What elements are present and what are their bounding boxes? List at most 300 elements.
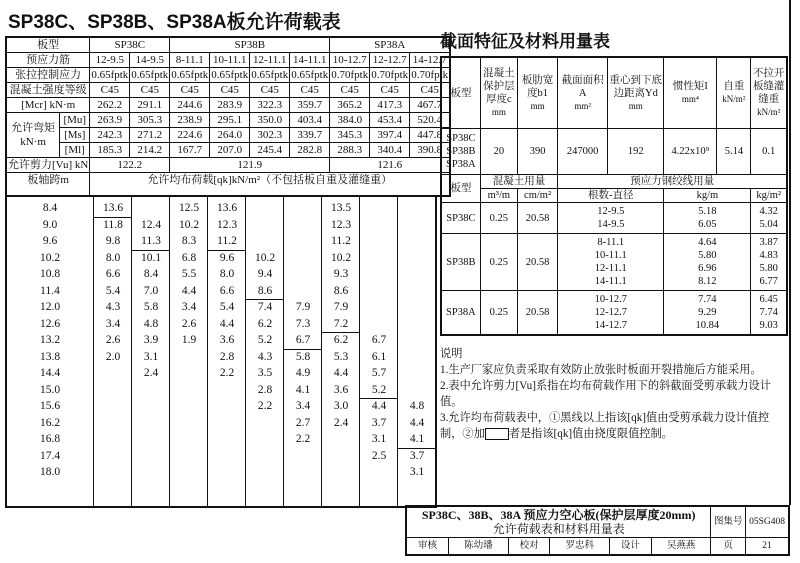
- mat-kgm-value: 7.74: [698, 294, 717, 305]
- load-value: 2.8: [257, 383, 273, 396]
- section-header: [664, 57, 717, 129]
- tendon-value: 14-12.7: [410, 53, 450, 68]
- load-value: 3.1: [409, 466, 425, 478]
- span-value: 10.8: [39, 268, 61, 280]
- load-value: 4.4: [371, 400, 387, 412]
- material-row: [441, 234, 787, 291]
- note-3b: 者是指该[qk]值由挠度限值控制。: [508, 428, 673, 440]
- moment-ms-value: 242.3: [90, 128, 130, 143]
- load-value: 11.8: [103, 218, 123, 231]
- type-sp38c: SP38C: [90, 37, 170, 53]
- load-value: 9.4: [257, 268, 273, 280]
- mat-type: SP38A: [441, 291, 480, 336]
- reviewer: 陈幼璠: [449, 538, 509, 556]
- tendon-value: 10-11.1: [210, 53, 250, 68]
- section-header: [717, 57, 751, 129]
- section-value: 20: [480, 129, 517, 175]
- tendon-value: 14-11.1: [290, 53, 330, 68]
- load-value: 5.3: [333, 350, 349, 363]
- load-value: 3.1: [371, 433, 387, 445]
- load-value: 11.3: [141, 235, 161, 247]
- load-value: 12.3: [330, 218, 352, 231]
- load-value: 6.2: [333, 334, 349, 346]
- load-value: 3.1: [143, 350, 159, 363]
- moment-mu-value: 263.9: [90, 113, 130, 128]
- mat-tendons-value: 14-12.7: [594, 320, 627, 331]
- h-type: 板型: [6, 37, 90, 53]
- moment-ms-value: 271.2: [130, 128, 170, 143]
- mat-type: SP38B: [441, 234, 480, 291]
- moment-ml-value: 245.4: [250, 143, 290, 158]
- moment-ms-value: 447.8: [410, 128, 450, 143]
- span-value: 18.0: [39, 466, 61, 478]
- unit: cm/m²: [517, 189, 557, 203]
- mat-tendons-value: 12-11.1: [594, 263, 627, 274]
- stress-value: 0.70fptk: [371, 69, 409, 81]
- load-value: 1.9: [181, 334, 197, 346]
- load-value: 2.2: [295, 433, 311, 445]
- mcr-value: 365.2: [330, 98, 370, 113]
- header-label: 混凝土保护层厚度c: [483, 68, 515, 105]
- load-value: 3.4: [105, 317, 121, 330]
- load-value: 13.6: [102, 202, 124, 214]
- moment-ms-value: 302.3: [250, 128, 290, 143]
- header-unit: mm⁴: [681, 94, 699, 104]
- load-value: 7.9: [295, 301, 311, 313]
- mat-kgm: [664, 234, 751, 291]
- moment-ms-value: 224.6: [170, 128, 210, 143]
- h-stress: 张拉控制应力: [6, 68, 90, 83]
- grade-value: C45: [130, 83, 170, 98]
- load-value: 3.4: [295, 400, 311, 412]
- section-material-table: [440, 56, 788, 336]
- span-value: 10.2: [39, 251, 61, 264]
- span-value: 17.4: [39, 449, 61, 462]
- shear-control-line: [398, 448, 436, 449]
- load-value: 7.4: [257, 301, 273, 313]
- moment-mu-value: 238.9: [170, 113, 210, 128]
- span-column: [7, 197, 93, 506]
- moment-mu-value: 520.4: [410, 113, 450, 128]
- mat-h-steel: 预应力钢绞线用量: [558, 175, 787, 189]
- mcr-value: 262.2: [90, 98, 130, 113]
- header-unit: mm²: [574, 100, 592, 111]
- section-value: 4.22x10⁹: [664, 129, 717, 175]
- mat-kgm2-value: 5.04: [759, 219, 778, 230]
- span-value: 16.2: [39, 416, 61, 429]
- note-2: 2.表中允许剪力[Vu]系指在均布荷载作用下的斜截面受剪承载力设计值。: [440, 380, 771, 408]
- load-value: 2.0: [105, 350, 121, 363]
- load-value: 2.2: [219, 367, 235, 379]
- mat-tendons-value: 14-11.1: [594, 276, 627, 287]
- load-value: 9.3: [333, 268, 349, 280]
- load-value: 6.2: [257, 317, 273, 330]
- type-sp38a: SP38A: [330, 37, 450, 53]
- load-value: 3.4: [181, 301, 197, 313]
- load-value: 4.4: [333, 367, 349, 379]
- mat-tendons-value: 12-9.5: [597, 206, 625, 217]
- mat-tendons: [558, 234, 664, 291]
- checker: 罗忠科: [550, 538, 610, 556]
- span-value: 11.4: [40, 284, 60, 297]
- load-value: 7.3: [295, 317, 311, 330]
- load-value: 4.8: [409, 400, 425, 412]
- load-value: 3.6: [333, 383, 349, 396]
- mat-kgm-value: 5.18: [698, 206, 717, 217]
- section-table-title: 截面特征及材料用量表: [440, 32, 610, 51]
- mat-cm: 20.58: [517, 234, 557, 291]
- load-column-14-12.7: [397, 197, 436, 506]
- moment-ms-value: 397.4: [370, 128, 410, 143]
- load-value: 8.3: [181, 235, 197, 247]
- load-value: 2.4: [143, 367, 159, 379]
- mat-kgm2-value: 5.80: [759, 263, 778, 274]
- atlas-label: 图集号: [711, 506, 746, 538]
- stress-value: 0.70fptk: [331, 69, 369, 81]
- mat-kgm: [664, 203, 751, 234]
- grade-value: C45: [250, 83, 290, 98]
- section-header: [751, 57, 787, 129]
- mcr-value: 244.6: [170, 98, 210, 113]
- mat-kgm-value: 6.96: [698, 263, 717, 274]
- load-value: 3.9: [143, 334, 159, 346]
- moment-mu-value: 295.1: [210, 113, 250, 128]
- load-value: 3.7: [409, 449, 425, 462]
- mat-kgm2: [751, 234, 787, 291]
- load-value: 4.9: [295, 367, 311, 379]
- load-value: 4.8: [143, 317, 159, 330]
- load-value: 11.2: [217, 235, 237, 247]
- section-header: [558, 57, 608, 129]
- load-value: 5.4: [105, 284, 121, 297]
- grade-value: C45: [290, 83, 330, 98]
- load-value: 3.5: [257, 367, 273, 379]
- h-load: 允许均布荷载[qk]kN/m²（不包括板自重及灌缝重）: [90, 173, 450, 197]
- load-value: 2.6: [105, 334, 121, 346]
- tendon-value: 12-12.7: [370, 53, 410, 68]
- header-label: 板肋宽度b1: [521, 74, 554, 99]
- grade-value: C45: [330, 83, 370, 98]
- span-value: 12.6: [39, 317, 61, 330]
- load-table-section: [5, 10, 449, 508]
- span-value: 13.8: [39, 350, 61, 363]
- span-value: 12.0: [39, 301, 61, 313]
- check-label: 校对: [508, 538, 550, 556]
- mat-h-type: 板型: [441, 175, 480, 203]
- h-grade: 混凝土强度等级: [6, 83, 90, 98]
- unit: kg/m: [664, 189, 751, 203]
- drawing-title: [406, 506, 711, 538]
- mat-tendons: [558, 203, 664, 234]
- load-value: 2.8: [219, 350, 235, 363]
- load-value: 8.6: [333, 284, 349, 297]
- header-label: 自重: [723, 81, 745, 92]
- moment-ml-value: 282.8: [290, 143, 330, 158]
- note-3a: 3.允许均布荷载表中，①黑线以上指该[qk]值由受剪承载力设计值控制，②加: [440, 412, 770, 440]
- note-3: [440, 410, 785, 442]
- mcr-value: 322.3: [250, 98, 290, 113]
- shear-control-line: [208, 250, 246, 251]
- load-value: 10.2: [254, 251, 276, 264]
- moment-ms-value: 264.0: [210, 128, 250, 143]
- load-value: 12.4: [140, 218, 162, 231]
- section-value: 5.14: [717, 129, 751, 175]
- mat-tendons: [558, 291, 664, 336]
- load-value: 8.4: [143, 268, 159, 280]
- load-value: 2.2: [257, 400, 273, 412]
- load-value: 8.6: [257, 284, 273, 297]
- load-value: 2.5: [371, 449, 387, 462]
- grade-value: C45: [410, 83, 450, 98]
- page-label: 页: [711, 538, 746, 556]
- mat-kgm2-value: 9.03: [759, 320, 778, 331]
- mat-kgm2: [751, 203, 787, 234]
- load-value: 9.8: [105, 235, 121, 247]
- h-moment-label: 允许弯矩: [11, 122, 56, 134]
- mat-tendons-value: 10-12.7: [594, 294, 627, 305]
- header-label: 惯性矩I: [672, 81, 708, 92]
- load-value: 13.6: [216, 202, 238, 214]
- h-moment-unit: kN·m: [20, 136, 46, 148]
- title-block: [405, 505, 790, 556]
- tendon-value: 12-11.1: [250, 53, 290, 68]
- load-value: 4.4: [181, 284, 197, 297]
- mat-kgm-value: 4.64: [698, 237, 717, 248]
- section-value: 247000: [558, 129, 608, 175]
- material-row: [441, 203, 787, 234]
- mcr-value: 291.1: [130, 98, 170, 113]
- note-1: 1.生产厂家应负责采取有效防止放张时板面开裂措施后方能采用。: [440, 364, 762, 376]
- header-label: 不拉开板缝灌缝重: [752, 68, 785, 105]
- box-symbol: [485, 428, 509, 440]
- mat-kgm-value: 10.84: [695, 320, 720, 331]
- moment-mu-value: 350.0: [250, 113, 290, 128]
- unit: 根数-直径: [558, 189, 664, 203]
- mat-kgm2-value: 6.45: [759, 294, 778, 305]
- header-label: 重心到下底边距离Yd: [609, 74, 662, 99]
- load-value: 10.1: [140, 251, 162, 264]
- load-value: 5.4: [219, 301, 235, 313]
- stress-value: 0.65fptk: [291, 69, 329, 81]
- type-sp38b: SP38B: [170, 37, 330, 53]
- mat-m3: 0.25: [480, 203, 517, 234]
- moment-mu-value: 453.4: [370, 113, 410, 128]
- load-value: 6.7: [371, 334, 387, 346]
- span-value: 15.0: [39, 383, 61, 396]
- shear-value: 121.9: [170, 158, 330, 173]
- load-value: 6.7: [295, 334, 311, 346]
- load-value: 4.3: [257, 350, 273, 363]
- mat-kgm2: [751, 291, 787, 336]
- stress-value: 0.65fptk: [171, 69, 209, 81]
- load-column-12-9.5: [93, 197, 132, 506]
- load-value: 4.4: [409, 416, 425, 429]
- h-tendon: 预应力筋: [6, 53, 90, 68]
- tendon-value: 14-9.5: [130, 53, 170, 68]
- mat-m3: 0.25: [480, 234, 517, 291]
- moment-mu-value: 403.4: [290, 113, 330, 128]
- load-value: 5.5: [181, 268, 197, 280]
- section-header: [441, 57, 480, 129]
- designer: 吴燕燕: [651, 538, 711, 556]
- moment-label: [Mu]: [60, 113, 90, 128]
- load-value: 9.6: [219, 251, 235, 264]
- mat-type: SP38C: [441, 203, 480, 234]
- mat-tendons-value: 12-12.7: [594, 307, 627, 318]
- load-value: 3.6: [219, 334, 235, 346]
- load-column-14-9.5: [131, 197, 170, 506]
- mat-tendons-value: 8-11.1: [597, 237, 625, 248]
- section-header: [608, 57, 664, 129]
- drawing-title-1: SP38C、38B、38A 预应力空心板(保护层厚度20mm): [421, 508, 696, 522]
- mat-cm: 20.58: [517, 203, 557, 234]
- mat-m3: 0.25: [480, 291, 517, 336]
- load-value: 10.2: [178, 218, 200, 231]
- page-no: 21: [746, 538, 789, 556]
- load-value: 5.8: [143, 301, 159, 313]
- page-border: [789, 0, 791, 505]
- mat-kgm-value: 5.80: [698, 250, 717, 261]
- h-span: 板轴跨m: [6, 173, 90, 197]
- shear-control-line: [132, 250, 170, 251]
- mcr-value: 417.3: [370, 98, 410, 113]
- moment-ml-value: 214.2: [130, 143, 170, 158]
- load-value: 5.8: [295, 350, 311, 363]
- mat-tendons-value: 10-11.1: [594, 250, 627, 261]
- grade-value: C45: [370, 83, 410, 98]
- h-mcr: [Mcr] kN·m: [6, 98, 90, 113]
- load-value: 6.8: [181, 251, 197, 264]
- section-value: 390: [517, 129, 557, 175]
- moment-ml-value: 207.0: [210, 143, 250, 158]
- load-value: 7.9: [333, 301, 349, 313]
- moment-ml-value: 340.4: [370, 143, 410, 158]
- span-value: 9.6: [42, 235, 58, 247]
- load-value: 3.0: [333, 400, 349, 412]
- load-value: 12.3: [216, 218, 238, 231]
- shear-value: 122.2: [90, 158, 170, 173]
- load-value: 6.6: [105, 268, 121, 280]
- shear-control-line: [284, 349, 322, 350]
- shear-control-line: [94, 217, 132, 218]
- load-value: 5.2: [257, 334, 273, 346]
- stress-value: 0.65fptk: [91, 69, 129, 81]
- mat-kgm2-value: 3.87: [759, 237, 778, 248]
- moment-ms-value: 339.7: [290, 128, 330, 143]
- span-value: 9.0: [42, 218, 58, 231]
- stress-value: 0.65fptk: [211, 69, 249, 81]
- load-column-12-12.7: [359, 197, 398, 506]
- load-value: 10.2: [330, 251, 352, 264]
- load-value: 2.7: [295, 416, 311, 429]
- load-column-10-12.7: [321, 197, 360, 506]
- mat-kgm2-value: 7.74: [759, 307, 778, 318]
- mat-cm: 20.58: [517, 291, 557, 336]
- load-value: 4.1: [295, 383, 311, 396]
- header-unit: kN/m²: [722, 94, 746, 104]
- span-value: 14.4: [39, 367, 61, 379]
- mat-kgm2-value: 4.83: [759, 250, 778, 261]
- load-value: 7.0: [143, 284, 159, 297]
- load-value: 12.5: [178, 202, 200, 214]
- moment-label: [Ml]: [60, 143, 90, 158]
- h-shear: 允许剪力[Vu] kN: [8, 159, 89, 171]
- load-value: 3.7: [371, 416, 387, 429]
- h-moment: [6, 113, 60, 158]
- load-column-12-11.1: [245, 197, 284, 506]
- mat-tendons-value: 14-9.5: [597, 219, 625, 230]
- load-value: 4.3: [105, 301, 121, 313]
- load-value: 2.6: [181, 317, 197, 330]
- section-value: 192: [608, 129, 664, 175]
- section-header: [480, 57, 517, 129]
- load-value: 5.7: [371, 367, 387, 379]
- load-value: 6.6: [219, 284, 235, 297]
- moment-ml-value: 288.3: [330, 143, 370, 158]
- load-column-14-11.1: [283, 197, 322, 506]
- moment-ml-value: 167.7: [170, 143, 210, 158]
- stress-value: 0.65fptk: [251, 69, 289, 81]
- load-value: 7.2: [333, 317, 349, 330]
- section-value: 0.1: [751, 129, 787, 175]
- mat-h-concrete: 混凝土用量: [480, 175, 557, 189]
- moment-ml-value: 185.3: [90, 143, 130, 158]
- load-value: 11.2: [331, 235, 351, 247]
- tendon-value: 12-9.5: [90, 53, 130, 68]
- drawing-title-2: 允许荷载表和材料用量表: [492, 522, 625, 536]
- moment-ms-value: 345.3: [330, 128, 370, 143]
- material-row: [441, 291, 787, 336]
- load-table-title: SP38C、SP38B、SP38A板允许荷载表: [8, 12, 341, 33]
- load-value: 5.2: [371, 383, 387, 396]
- span-value: 16.8: [39, 433, 61, 445]
- moment-mu-value: 305.3: [130, 113, 170, 128]
- load-value: 4.1: [409, 433, 425, 445]
- section-header: [517, 57, 557, 129]
- load-column-10-11.1: [207, 197, 246, 506]
- span-value: 15.6: [39, 400, 61, 412]
- header-unit: kN/m²: [757, 107, 781, 117]
- load-value: 4.4: [219, 317, 235, 330]
- moment-label: [Ms]: [60, 128, 90, 143]
- grade-value: C45: [210, 83, 250, 98]
- mat-kgm2-value: 6.77: [759, 276, 778, 287]
- tendon-value: 8-11.1: [170, 53, 210, 68]
- mat-kgm-value: 9.29: [698, 307, 717, 318]
- header-label: 截面面积A: [561, 74, 604, 99]
- load-value: 13.5: [330, 202, 352, 214]
- load-column-8-11.1: [169, 197, 208, 506]
- shear-value: 121.6: [330, 158, 450, 173]
- mat-kgm: [664, 291, 751, 336]
- stress-value: 0.70fptk: [411, 69, 449, 81]
- moment-mu-value: 384.0: [330, 113, 370, 128]
- mat-kgm2-value: 4.32: [759, 206, 778, 217]
- mat-kgm-value: 8.12: [698, 276, 717, 287]
- atlas-no: 05SG408: [746, 506, 789, 538]
- mcr-value: 359.7: [290, 98, 330, 113]
- header-unit: mm: [530, 100, 545, 111]
- header-unit: mm: [491, 107, 506, 117]
- notes-title: 说明: [440, 348, 463, 360]
- notes: [440, 346, 785, 442]
- grade-value: C45: [90, 83, 130, 98]
- stress-value: 0.65fptk: [131, 69, 169, 81]
- load-value: 8.0: [105, 251, 121, 264]
- section-material-section: [440, 28, 788, 442]
- moment-ml-value: 390.8: [410, 143, 450, 158]
- load-table-header: [5, 36, 451, 197]
